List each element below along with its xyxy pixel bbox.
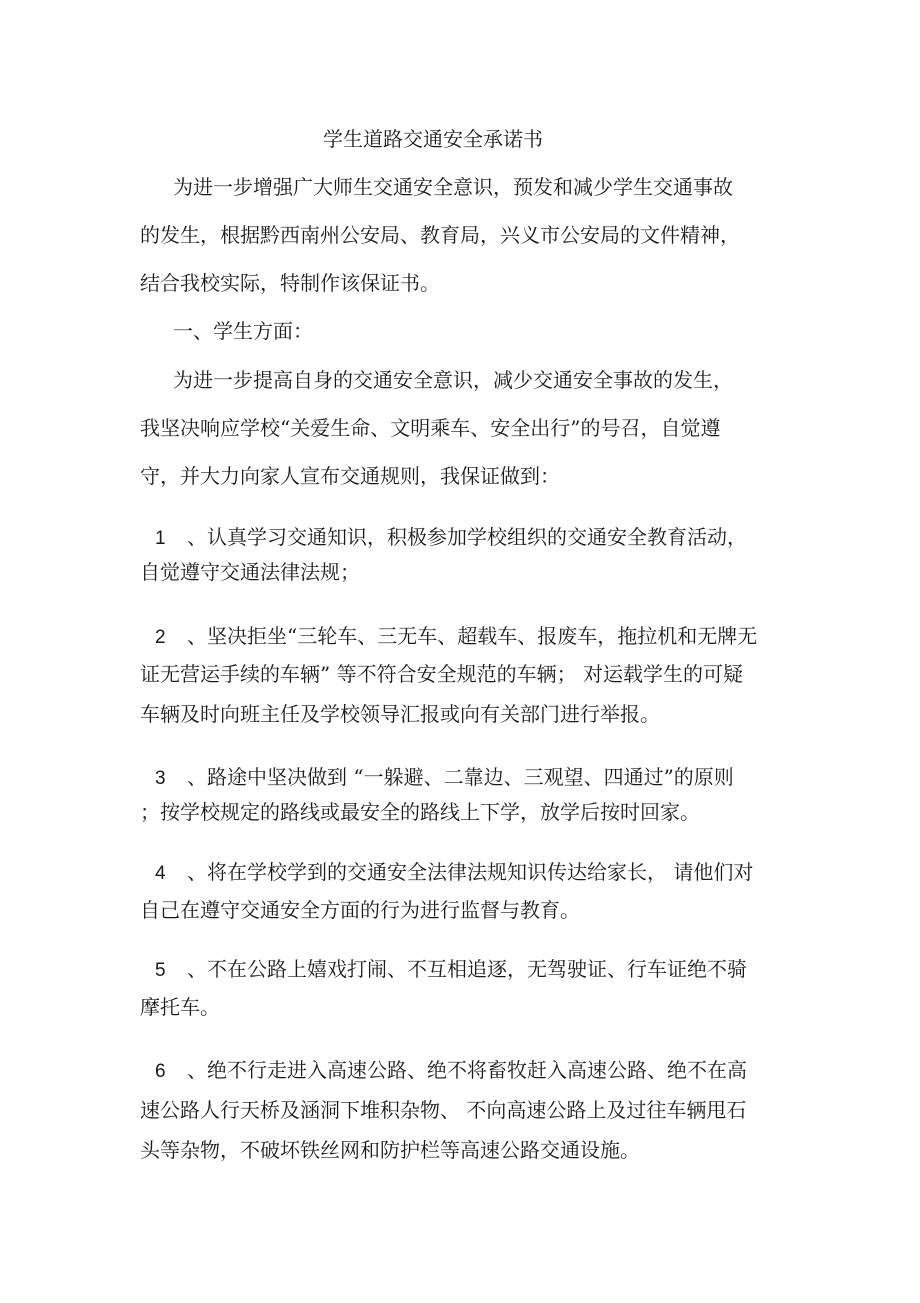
list-item-4-cont: 自己在遵守交通安全方面的行为进行监督与教育。 (140, 898, 580, 922)
item-text: 、绝不行走进入高速公路、绝不将畜牧赶入高速公路、绝不在高 (187, 1058, 747, 1082)
list-item-6-cont: 速公路人行天桥及涵洞下堆积杂物、 不向高速公路上及过往车辆甩石 (140, 1098, 747, 1122)
item-number: 5 (155, 960, 166, 981)
section-intro-line-3: 守，并大力向家人宣布交通规则，我保证做到： (140, 464, 560, 488)
list-item-3 (155, 765, 734, 791)
list-item-5 (155, 957, 747, 983)
list-item-1 (155, 525, 747, 551)
section-intro-line-1: 为进一步提高自身的交通安全意识，减少交通安全事故的发生， (173, 368, 733, 392)
list-item-4 (155, 860, 753, 886)
item-text: 、将在学校学到的交通安全法律法规知识传达给家长， 请他们对 (187, 860, 754, 884)
item-text: 、路途中坚决做到 “一躲避、二靠边、三观望、四通过”的原则 (187, 765, 734, 789)
list-item-2 (155, 624, 757, 650)
item-number: 4 (155, 863, 166, 884)
list-item-2-cont: 证无营运手续的车辆” 等不符合安全规范的车辆； 对运载学生的可疑 (140, 662, 743, 686)
item-number: 6 (155, 1061, 166, 1082)
list-item-5-cont: 摩托车。 (140, 995, 220, 1019)
intro-line-2: 的发生，根据黔西南州公安局、教育局，兴义市公安局的文件精神， (140, 223, 740, 247)
item-text: 、坚决拒坐“三轮车、三无车、超载车、报废车，拖拉机和无牌无 (187, 624, 758, 648)
section-intro-line-2: 我坚决响应学校“关爱生命、文明乘车、安全出行”的号召，自觉遵 (140, 416, 721, 440)
item-number: 3 (155, 768, 166, 789)
document-title: 学生道路交通安全承诺书 (323, 127, 543, 151)
intro-line-3: 结合我校实际，特制作该保证书。 (140, 271, 440, 295)
list-item-3-cont: ；按学校规定的路线或最安全的路线上下学，放学后按时回家。 (140, 800, 700, 824)
item-text: 、不在公路上嬉戏打闹、不互相追逐，无驾驶证、行车证绝不骑 (187, 957, 747, 981)
item-text: 、认真学习交通知识，积极参加学校组织的交通安全教育活动， (187, 525, 747, 549)
list-item-6-cont: 头等杂物，不破坏铁丝网和防护栏等高速公路交通设施。 (140, 1138, 640, 1162)
item-number: 1 (155, 528, 166, 549)
intro-line-1: 为进一步增强广大师生交通安全意识，预发和减少学生交通事故 (173, 175, 733, 199)
list-item-1-cont: 自觉遵守交通法律法规； (140, 560, 360, 584)
list-item-6 (155, 1058, 747, 1084)
list-item-2-cont: 车辆及时向班主任及学校领导汇报或向有关部门进行举报。 (140, 702, 660, 726)
section-heading: 一、学生方面： (173, 319, 313, 343)
item-number: 2 (155, 627, 166, 648)
